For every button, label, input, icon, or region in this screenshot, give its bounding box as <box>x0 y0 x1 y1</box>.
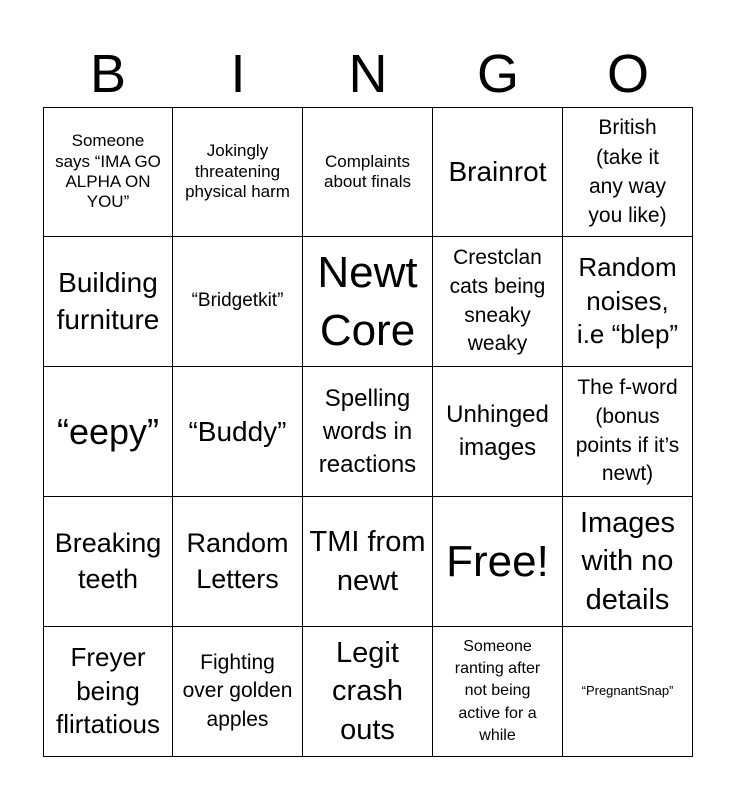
cell-text: British (take it any way you like) <box>588 116 667 228</box>
bingo-cell-r2-c2[interactable] <box>303 367 433 497</box>
cell-text: Images with no details <box>579 507 676 616</box>
cell-text: Random noises, i.e “blep” <box>576 251 679 350</box>
cell-text: Spelling words in reactions <box>318 384 417 479</box>
bingo-cell-r4-c1[interactable] <box>173 627 303 757</box>
cell-text: Fighting over golden apples <box>182 650 293 731</box>
header-letter-i: I <box>230 44 246 104</box>
cell-text: Legit crash outs <box>332 637 403 746</box>
cell-text: Complaints about finals <box>324 151 411 191</box>
cell-text: “Buddy” <box>188 415 287 447</box>
header-letter-g: G <box>476 44 519 104</box>
cell-text: Jokingly threatening physical harm <box>185 141 290 202</box>
header-letter-n: N <box>348 44 388 104</box>
bingo-cell-r0-c1[interactable] <box>173 107 303 237</box>
bingo-cell-r4-c3[interactable] <box>433 627 563 757</box>
header-letter-o: O <box>606 44 649 104</box>
cell-text: Unhinged images <box>446 401 549 461</box>
bingo-cell-r2-c0[interactable] <box>43 367 173 497</box>
cell-text: Newt Core <box>317 248 418 355</box>
cell-text: Breaking teeth <box>54 528 162 594</box>
bingo-card-grid <box>43 107 693 757</box>
cell-text: “PregnantSnap” <box>581 683 674 699</box>
bingo-cell-r3-c2[interactable] <box>303 497 433 627</box>
cell-text: Brainrot <box>448 156 547 188</box>
bingo-cell-r1-c0[interactable] <box>43 237 173 367</box>
bingo-cell-r1-c3[interactable] <box>433 237 563 367</box>
bingo-cell-r1-c2[interactable] <box>303 237 433 367</box>
bingo-cell-r4-c0[interactable] <box>43 627 173 757</box>
cell-text: Random Letters <box>186 528 289 594</box>
bingo-cell-r2-c1[interactable] <box>173 367 303 497</box>
header-letter-b: B <box>89 44 127 104</box>
bingo-cell-r0-c3[interactable] <box>433 107 563 237</box>
bingo-cell-r0-c2[interactable] <box>303 107 433 237</box>
cell-text: Crestclan cats being sneaky weaky <box>449 245 546 356</box>
bingo-cell-r3-c1[interactable] <box>173 497 303 627</box>
bingo-cell-r0-c0[interactable] <box>43 107 173 237</box>
bingo-cell-r4-c2[interactable] <box>303 627 433 757</box>
bingo-cell-r4-c4[interactable] <box>563 627 693 757</box>
bingo-cell-r3-c0[interactable] <box>43 497 173 627</box>
cell-text: “eepy” <box>56 410 160 452</box>
cell-text: Someone ranting after not being active for a while <box>454 637 541 745</box>
cell-text: “Bridgetkit” <box>191 290 284 312</box>
bingo-cell-r3-c3[interactable] <box>433 497 563 627</box>
bingo-cell-r0-c4[interactable] <box>563 107 693 237</box>
bingo-cell-r3-c4[interactable] <box>563 497 693 627</box>
cell-text: Someone says “IMA GO ALPHA ON YOU” <box>55 131 161 212</box>
cell-text: The f-word (bonus points if it’s newt) <box>575 375 680 486</box>
bingo-cell-r1-c4[interactable] <box>563 237 693 367</box>
bingo-cell-r2-c3[interactable] <box>433 367 563 497</box>
bingo-cell-r1-c1[interactable] <box>173 237 303 367</box>
cell-text: Free! <box>446 536 549 586</box>
cell-text: Freyer being flirtatious <box>55 641 161 740</box>
bingo-cell-r2-c4[interactable] <box>563 367 693 497</box>
bingo-header <box>43 42 693 106</box>
cell-text: TMI from newt <box>309 526 426 597</box>
cell-text: Building furniture <box>56 267 160 335</box>
